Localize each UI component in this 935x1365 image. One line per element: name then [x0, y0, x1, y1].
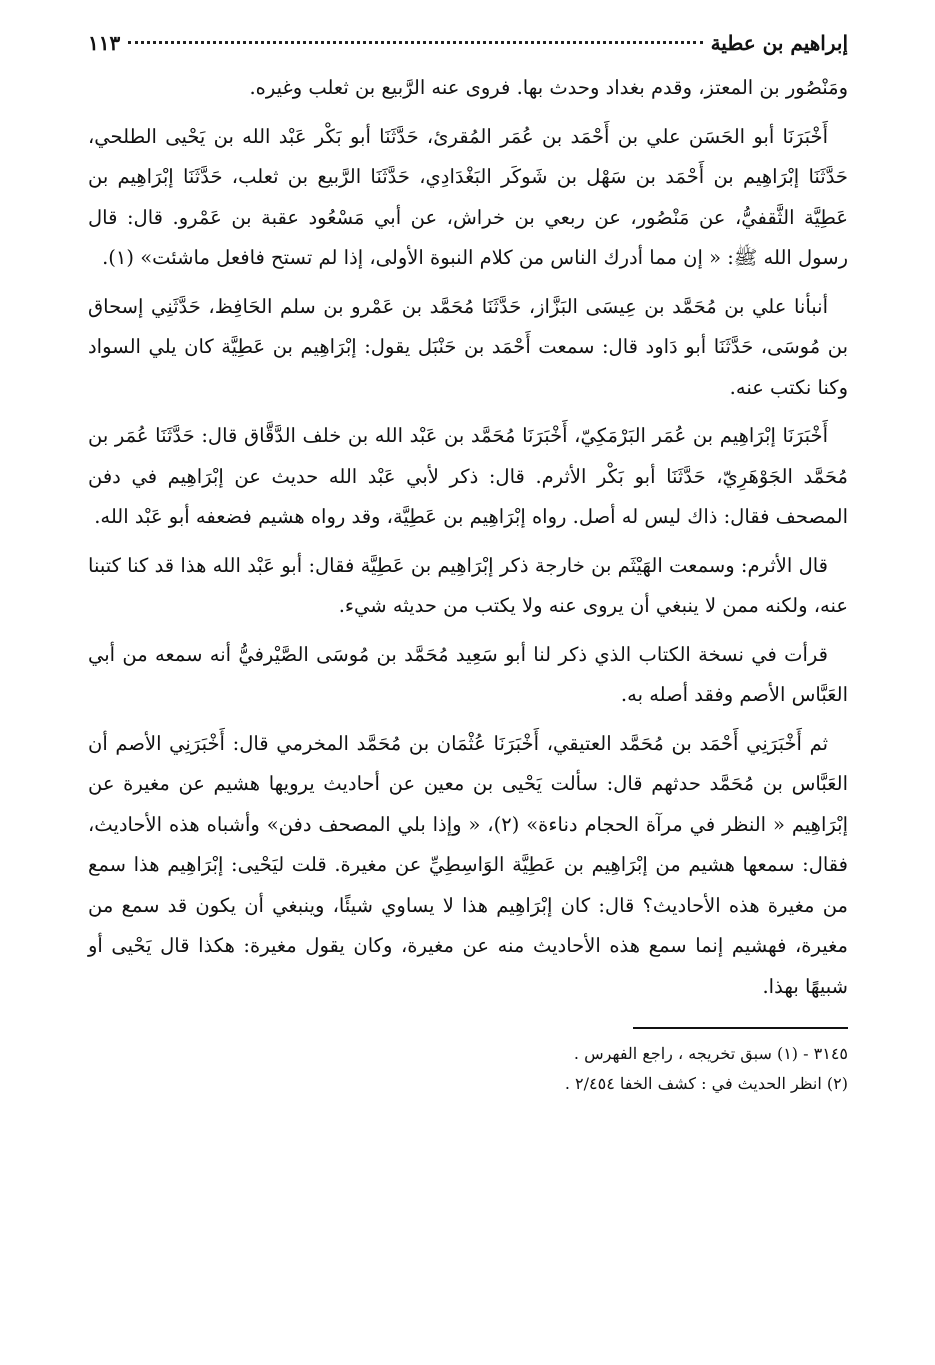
paragraph: أَخْبَرَنَا إبْرَاهِيم بن عُمَر البَرْمَكِيّ، أَخْبَرَنَا مُحَمَّد بن عَبْد الله بن خلف الدَّقَّاق قال: حَدَّثَنَا عُمَر بن مُحَمَّد الجَوْهَرِيّ، حَدَّثَنَا أبو بَكْر الأثرم. قال: ذكر لأبي عَبْد الله حديث عن إبْرَاهِيم في دفن المصحف فقال: ذاك ليس له أصل. رواه إبْرَاهِيم بن عَطِيَّة، وقد رواه هشيم فضعفه أبو عَبْد الله.: [88, 424, 848, 528]
footnotes: [88, 1039, 848, 1099]
paragraph: قرأت في نسخة الكتاب الذي ذكر لنا أبو سَعِيد مُحَمَّد بن مُوسَى الصَّيْرفيُّ أنه سمعه من أبي العَبَّاس الأصم وفقد أصله به.: [88, 642, 848, 706]
paragraph: قال الأثرم: وسمعت الهَيْثَم بن خارجة ذكر إبْرَاهِيم بن عَطِيَّة فقال: أبو عَبْد الله هذا قد كنا كتبنا عنه، ولكنه ممن لا ينبغي أن يروى عنه ولا يكتب من حديثه شيء.: [88, 553, 848, 617]
footnote: (٢) انظر الحديث في : كشف الخفا ٢/٤٥٤ .: [564, 1074, 848, 1093]
header-dot-leader: [128, 41, 702, 44]
paragraph: أنبأنا علي بن مُحَمَّد بن عِيسَى البَزَّاز، حَدَّثَنَا مُحَمَّد بن عَمْرو بن سلم الحَافِظ، حَدَّثَنِي إسحاق بن مُوسَى، حَدَّثَنَا أبو دَاود قال: سمعت أَحْمَد بن حَنْبَل يقول: إبْرَاهِيم بن عَطِيَّة كان يلي السواد وكنا نكتب عنه.: [88, 294, 848, 399]
header-title: إبراهيم بن عطية: [710, 31, 848, 55]
running-header: [88, 28, 848, 58]
book-page: [88, 28, 848, 1099]
footnote: ٣١٤٥ - (١) سبق تخريجه ، راجع الفهرس .: [573, 1044, 848, 1063]
paragraph: ثم أَخْبَرَنِي أَحْمَد بن مُحَمَّد العتيقي، أَخْبَرَنَا عُثْمَان بن مُحَمَّد المخرمي قال: أَخْبَرَنِي الأصم أن العَبَّاس بن مُحَمَّد حدثهم قال: سألت يَحْيى بن معين عن أحاديث يرويها هشيم عن مغيرة عن إبْرَاهِيم « النظر في مرآة الحجام دناءة» (٢)، « وإذا بلي المصحف دفن» وأشباه هذه الأحاديث، فقال: سمعها هشيم من إبْرَاهِيم بن عَطِيَّة الوَاسِطِيِّ عن مغيرة. قلت ليَحْيى: إبْرَاهِيم هذا سمع من مغيرة هذه الأحاديث؟ قال: كان إبْرَاهِيم هذا لا يساوي شيئًا، وينبغي أن يكون قد سمع من مغيرة، فهشيم إنما سمع هذه الأحاديث منه عن مغيرة، وكان يقول مغيرة: هكذا قال يَحْيى أو شبيهًا بهذا.: [88, 731, 848, 998]
footnote-divider: [633, 1027, 848, 1029]
paragraph: أَخْبَرَنَا أبو الحَسَن علي بن أَحْمَد بن عُمَر المُقرئ، حَدَّثَنَا أبو بَكْر عَبْد الله بن يَحْيى الطلحي، حَدَّثَنَا إبْرَاهِيم بن أَحْمَد بن سَهْل بن شَوكَر البَغْدَادِي، حَدَّثَنَا الرَّبيع بن ثعلب، حَدَّثَنَا إبْرَاهِيم بن عَطِيَّة الثَّقفيُّ، عن مَنْصُور، عن ربعي بن خراش، عن أبي مَسْعُود عقبة بن عَمْرو. قال: قال رسول الله ﷺ: « إن مما أدرك الناس من كلام النبوة الأولى، إذا لم تستح فافعل ماشئت» (١).: [88, 124, 848, 269]
main-text: [88, 68, 848, 1007]
page-number: ١١٣: [88, 31, 121, 55]
paragraph: ومَنْصُور بن المعتز، وقدم بغداد وحدث بها. فروى عنه الرَّبيع بن ثعلب وغيره.: [249, 76, 848, 99]
